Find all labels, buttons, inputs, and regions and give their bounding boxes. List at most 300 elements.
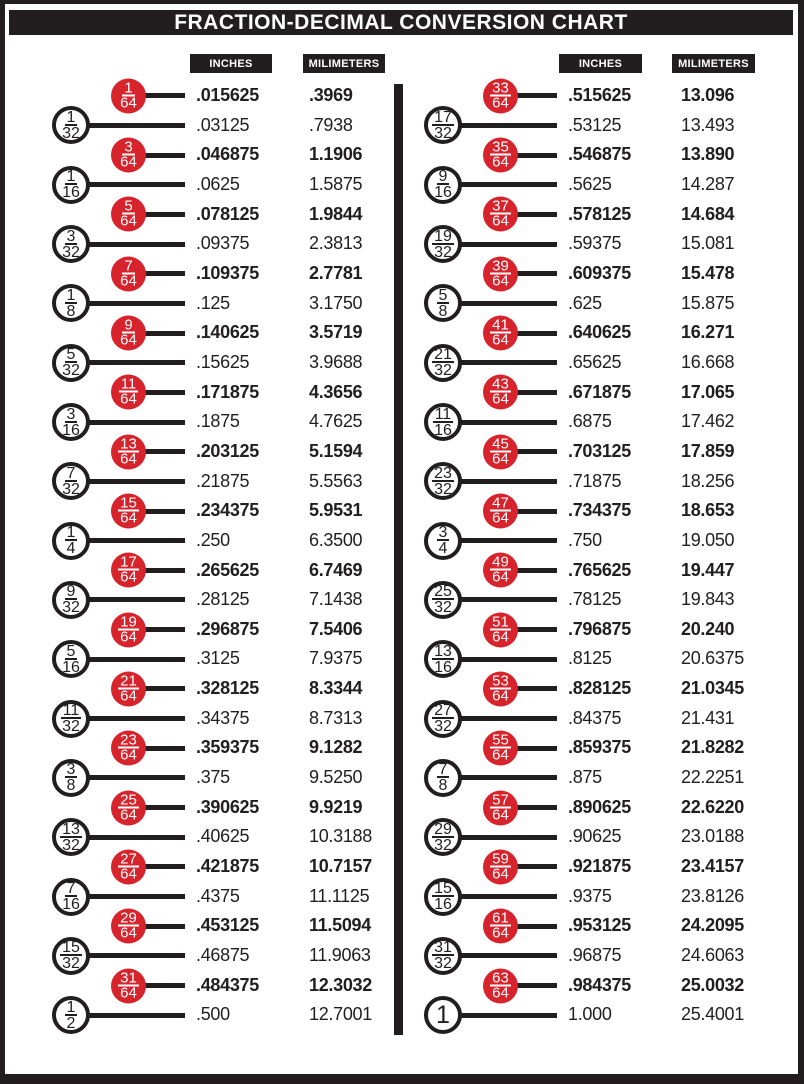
fraction-badge [424, 818, 462, 856]
mm-value: 17.065 [681, 381, 735, 402]
leader-line [458, 301, 557, 306]
conversion-row [412, 644, 762, 674]
mm-value: 11.5094 [309, 915, 371, 936]
fraction-badge-64ths [111, 138, 146, 173]
chart-title: FRACTION-DECIMAL CONVERSION CHART [9, 10, 793, 35]
fraction-denominator: 8 [66, 777, 76, 795]
fraction-denominator: 64 [120, 806, 137, 824]
fraction-numerator: 7 [438, 761, 448, 779]
fraction-numerator: 13 [434, 642, 452, 660]
fraction-numerator: 9 [438, 168, 448, 186]
fraction-numerator: 5 [438, 286, 448, 304]
conversion-row [40, 170, 390, 200]
fraction-numerator: 3 [66, 761, 76, 779]
fraction-numerator: 1 [66, 108, 76, 126]
fraction-badge [424, 225, 462, 263]
inches-value: .3125 [196, 648, 240, 669]
leader-line [86, 123, 185, 128]
leader-line [86, 301, 185, 306]
fraction-denominator: 64 [492, 628, 509, 646]
fraction-badge [52, 640, 90, 678]
mm-value: 9.5250 [309, 767, 363, 788]
mm-value: 12.3032 [309, 974, 372, 995]
fraction-badge [52, 166, 90, 204]
mm-value: 8.7313 [309, 707, 363, 728]
conversion-row [40, 259, 390, 289]
mm-value: 21.0345 [681, 678, 744, 699]
fraction-denominator: 32 [62, 718, 80, 736]
fraction-badge-64ths [483, 671, 518, 706]
inches-value: .015625 [196, 85, 259, 105]
fraction-numerator: 25 [434, 583, 452, 601]
fraction-denominator: 64 [492, 390, 509, 408]
mm-value: .7938 [309, 114, 353, 135]
mm-value: 24.6063 [681, 945, 744, 966]
mm-value: 17.462 [681, 411, 735, 432]
leader-line [143, 509, 185, 514]
mm-value: 9.1282 [309, 737, 363, 758]
fraction-denominator: 16 [434, 184, 452, 202]
conversion-row [412, 140, 762, 170]
conversion-row [412, 971, 762, 1001]
mm-value: 23.8126 [681, 885, 744, 906]
conversion-row [40, 793, 390, 823]
conversion-row [412, 437, 762, 467]
fraction-badge-64ths [111, 197, 146, 232]
mm-value: 5.9531 [309, 500, 363, 521]
mm-value: 14.287 [681, 173, 735, 194]
mm-value: 19.447 [681, 559, 735, 580]
fraction-badge [424, 462, 462, 500]
conversion-row [412, 704, 762, 734]
inches-value: .578125 [568, 203, 631, 224]
inches-value: .375 [196, 767, 230, 788]
inches-value: .421875 [196, 856, 259, 877]
fraction-badge [52, 106, 90, 144]
inches-value: .484375 [196, 974, 259, 995]
inches-value: 1.000 [568, 1004, 612, 1025]
conversion-row [40, 585, 390, 615]
mm-value: 4.3656 [309, 381, 363, 402]
fraction-denominator: 2 [66, 1014, 76, 1032]
inches-value: .34375 [196, 707, 250, 728]
fraction-badge [424, 878, 462, 916]
conversion-row [412, 375, 762, 408]
leader-line [515, 864, 557, 869]
mm-value: 7.1438 [309, 589, 363, 610]
fraction-numerator: 57 [492, 791, 509, 809]
mm-value: 15.875 [681, 292, 735, 313]
fraction-badge [424, 937, 462, 975]
mm-value: 2.7781 [309, 262, 363, 283]
fraction-numerator: 23 [434, 464, 452, 482]
leader-line [86, 597, 185, 602]
inches-value: .84375 [568, 707, 622, 728]
fraction-denominator: 64 [492, 806, 509, 824]
leader-line [515, 212, 557, 217]
conversion-row [40, 348, 390, 378]
fraction-denominator: 64 [492, 509, 509, 527]
fraction-numerator: 27 [434, 702, 452, 720]
mm-value: 21.431 [681, 707, 735, 728]
conversion-row [412, 464, 762, 498]
inches-value: .515625 [568, 85, 631, 105]
fraction-denominator: 4 [438, 540, 448, 558]
leader-line [143, 390, 185, 395]
mm-value: 24.2095 [681, 915, 744, 936]
mm-value: 7.5406 [309, 618, 363, 639]
fraction-numerator: 3 [124, 138, 133, 156]
inches-value: .328125 [196, 678, 259, 699]
mm-value: 5.5563 [309, 470, 363, 491]
inches-value: .953125 [568, 915, 631, 936]
inches-value: .40625 [196, 826, 250, 847]
fraction-badge [424, 522, 462, 560]
leader-line [143, 449, 185, 454]
conversion-row [412, 286, 762, 320]
mm-value: 13.493 [681, 114, 735, 135]
conversion-row [40, 375, 390, 408]
fraction-badge: 1 [424, 996, 462, 1034]
inches-value: .65625 [568, 351, 622, 372]
fraction-numerator: 61 [492, 909, 509, 927]
conversion-row [40, 496, 390, 526]
fraction-numerator: 23 [120, 731, 137, 749]
leader-line [86, 1013, 185, 1018]
leader-line [86, 894, 185, 899]
inches-value: .390625 [196, 796, 259, 817]
conversion-row [40, 763, 390, 793]
fraction-badge [424, 284, 462, 322]
leader-line [143, 746, 185, 751]
fraction-numerator: 1 [124, 79, 133, 97]
fraction-denominator: 32 [62, 243, 80, 261]
fraction-denominator: 32 [62, 124, 80, 142]
mm-value: 20.6375 [681, 648, 744, 669]
fraction-badge-64ths [483, 612, 518, 647]
leader-line [86, 242, 185, 247]
inches-value: .078125 [196, 203, 259, 224]
conversion-row [412, 81, 762, 111]
mm-value: 8.3344 [309, 678, 363, 699]
leader-line [458, 538, 557, 543]
conversion-row [412, 882, 762, 912]
inches-value: .250 [196, 529, 230, 550]
conversion-row [412, 674, 762, 704]
leader-line [143, 93, 185, 98]
leader-line [458, 123, 557, 128]
inches-value: .8125 [568, 648, 612, 669]
conversion-row [412, 1000, 762, 1030]
inches-value: .921875 [568, 856, 631, 877]
inches-value: .0625 [196, 173, 240, 194]
inches-value: .234375 [196, 500, 259, 521]
fraction-denominator: 64 [120, 984, 137, 1002]
fraction-numerator: 11 [120, 375, 137, 393]
inches-value: .203125 [196, 440, 259, 461]
fraction-numerator: 17 [434, 108, 452, 126]
fraction-numerator: 1 [66, 998, 76, 1016]
fraction-badge-64ths [483, 909, 518, 944]
mm-value: 6.3500 [309, 529, 363, 550]
inches-value: .546875 [568, 144, 631, 165]
inches-value: .5625 [568, 173, 612, 194]
leader-line [515, 390, 557, 395]
inches-value: .265625 [196, 559, 259, 580]
inches-value: .796875 [568, 618, 631, 639]
conversion-row [40, 197, 390, 230]
leader-line [143, 271, 185, 276]
mm-value: 15.081 [681, 233, 735, 254]
column-divider [394, 84, 403, 1035]
conversion-row [412, 911, 762, 941]
fraction-denominator: 32 [434, 955, 452, 973]
mm-value: 25.0032 [681, 974, 744, 995]
inches-value: .359375 [196, 737, 259, 758]
conversion-row [412, 526, 762, 556]
conversion-row [40, 733, 390, 763]
conversion-row [40, 971, 390, 1001]
inches-value: .500 [196, 1004, 230, 1025]
fraction-badge [424, 106, 462, 144]
leader-line [515, 924, 557, 929]
fraction-badge [52, 996, 90, 1034]
fraction-badge-64ths [111, 375, 146, 410]
fraction-denominator: 32 [434, 718, 452, 736]
fraction-badge-64ths [483, 790, 518, 825]
fraction-badge-64ths [111, 553, 146, 588]
fraction-numerator: 49 [492, 553, 509, 571]
conversion-row [40, 941, 390, 971]
fraction-denominator: 64 [492, 212, 509, 230]
leader-line [86, 538, 185, 543]
fraction-denominator: 16 [62, 896, 80, 914]
fraction-badge-64ths [483, 197, 518, 232]
inches-value: .984375 [568, 974, 631, 995]
fraction-denominator: 64 [492, 984, 509, 1002]
fraction-denominator: 8 [438, 302, 448, 320]
fraction-denominator: 64 [120, 212, 137, 230]
leader-line [143, 983, 185, 988]
fraction-numerator: 7 [66, 464, 76, 482]
inches-value: .703125 [568, 440, 631, 461]
inches-header-right: INCHES [559, 54, 642, 73]
fraction-badge [52, 403, 90, 441]
inches-value: .9375 [568, 885, 612, 906]
mm-value: 16.271 [681, 322, 735, 343]
fraction-numerator: 55 [492, 731, 509, 749]
leader-line [86, 420, 185, 425]
inches-value: .859375 [568, 737, 631, 758]
leader-line [458, 775, 557, 780]
leader-line [86, 479, 185, 484]
fraction-badge [424, 166, 462, 204]
mm-value: 3.5719 [309, 322, 363, 343]
leader-line [458, 953, 557, 958]
conversion-row [40, 911, 390, 941]
leader-line [86, 835, 185, 840]
fraction-badge [424, 700, 462, 738]
inches-value: .671875 [568, 381, 631, 402]
leader-line [458, 835, 557, 840]
fraction-badge-64ths [111, 849, 146, 884]
mm-value: 10.3188 [309, 826, 372, 847]
inches-header-left: INCHES [190, 54, 272, 73]
leader-line [458, 657, 557, 662]
inches-value: .90625 [568, 826, 622, 847]
leader-line [515, 568, 557, 573]
fraction-badge [52, 700, 90, 738]
conversion-row [40, 1000, 390, 1030]
leader-line [143, 686, 185, 691]
conversion-row [40, 822, 390, 852]
fraction-denominator: 64 [120, 509, 137, 527]
fraction-badge-64ths [111, 316, 146, 351]
fraction-badge [424, 344, 462, 382]
conversion-row [40, 852, 390, 882]
fraction-numerator: 37 [492, 197, 509, 215]
conversion-row [412, 108, 762, 142]
mm-value: 2.3813 [309, 233, 363, 254]
fraction-denominator: 32 [62, 599, 80, 617]
fraction-denominator: 64 [492, 746, 509, 764]
left-column [40, 81, 390, 1030]
leader-line [515, 153, 557, 158]
fraction-denominator: 8 [438, 777, 448, 795]
leader-line [515, 746, 557, 751]
fraction-denominator: 64 [120, 450, 137, 468]
inches-value: .765625 [568, 559, 631, 580]
fraction-denominator: 16 [434, 658, 452, 676]
mm-value: 19.050 [681, 529, 735, 550]
fraction-denominator: 64 [120, 628, 137, 646]
fraction-numerator: 1 [66, 524, 76, 542]
leader-line [143, 153, 185, 158]
fraction-badge [52, 759, 90, 797]
conversion-row [40, 615, 390, 645]
fraction-badge-64ths [111, 434, 146, 469]
inches-value: .53125 [568, 114, 622, 135]
mm-value: 3.1750 [309, 292, 363, 313]
fraction-numerator: 3 [438, 524, 448, 542]
fraction-numerator: 19 [120, 613, 137, 631]
fraction-denominator: 64 [120, 746, 137, 764]
fraction-badge-64ths [483, 731, 518, 766]
fraction-denominator: 64 [120, 153, 137, 171]
inches-value: .640625 [568, 322, 631, 343]
fraction-numerator: 31 [120, 969, 137, 987]
leader-line [86, 657, 185, 662]
inches-value: .171875 [196, 381, 259, 402]
mm-value: 23.4157 [681, 856, 744, 877]
fraction-badge [52, 581, 90, 619]
conversion-row [40, 407, 390, 437]
fraction-numerator: 13 [62, 820, 80, 838]
conversion-row [40, 644, 390, 674]
fraction-numerator: 15 [120, 494, 137, 512]
leader-line [143, 627, 185, 632]
conversion-row [40, 464, 390, 498]
inches-value: .96875 [568, 945, 622, 966]
conversion-row [412, 585, 762, 615]
fraction-numerator: 29 [120, 909, 137, 927]
mm-value: 1.1906 [309, 144, 363, 165]
conversion-row [412, 259, 762, 289]
fraction-numerator: 45 [492, 435, 509, 453]
conversion-row [40, 674, 390, 704]
fraction-numerator: 9 [124, 316, 133, 334]
fraction-numerator: 11 [434, 405, 452, 423]
conversion-row [412, 822, 762, 852]
fraction-denominator: 64 [492, 331, 509, 349]
right-column [412, 81, 762, 1030]
fraction-numerator: 51 [492, 613, 509, 631]
fraction-numerator: 1 [66, 168, 76, 186]
fraction-denominator: 32 [434, 836, 452, 854]
mm-value: 17.859 [681, 440, 735, 461]
fraction-denominator: 32 [62, 362, 80, 380]
fraction-badge-64ths [483, 375, 518, 410]
leader-line [515, 271, 557, 276]
fraction-badge-64ths [483, 849, 518, 884]
fraction-denominator: 64 [120, 865, 137, 883]
fraction-badge [52, 818, 90, 856]
fraction-numerator: 15 [62, 939, 80, 957]
fraction-denominator: 64 [492, 94, 509, 112]
mm-value: 14.684 [681, 203, 735, 224]
mm-value: 6.7469 [309, 559, 363, 580]
fraction-numerator: 17 [120, 553, 137, 571]
inches-value: .1875 [196, 411, 240, 432]
fraction-badge-64ths [111, 909, 146, 944]
conversion-row [412, 407, 762, 437]
fraction-badge [424, 581, 462, 619]
fraction-denominator: 64 [492, 450, 509, 468]
conversion-row [40, 108, 390, 142]
fraction-numerator: 3 [66, 405, 76, 423]
millimeters-header-right: MILIMETERS [672, 54, 755, 73]
fraction-denominator: 64 [120, 568, 137, 586]
mm-value: 10.7157 [309, 856, 372, 877]
inches-value: .828125 [568, 678, 631, 699]
leader-line [86, 182, 185, 187]
fraction-denominator: 32 [434, 124, 452, 142]
fraction-denominator: 64 [120, 924, 137, 942]
conversion-row [412, 553, 762, 586]
fraction-badge-64ths [111, 256, 146, 291]
fraction-numerator: 15 [434, 880, 452, 898]
fraction-numerator: 25 [120, 791, 137, 809]
fraction-numerator: 9 [66, 583, 76, 601]
mm-value: 22.6220 [681, 796, 744, 817]
inches-value: .890625 [568, 796, 631, 817]
fraction-denominator: 64 [492, 272, 509, 290]
inches-value: .21875 [196, 470, 250, 491]
fraction-badge [424, 759, 462, 797]
mm-value: 13.096 [681, 85, 735, 105]
conversion-row [40, 553, 390, 586]
leader-line [143, 568, 185, 573]
mm-value: 18.256 [681, 470, 735, 491]
fraction-numerator: 19 [434, 227, 452, 245]
fraction-badge [52, 344, 90, 382]
fraction-badge [424, 640, 462, 678]
leader-line [143, 924, 185, 929]
inches-value: .71875 [568, 470, 622, 491]
leader-line [515, 509, 557, 514]
mm-value: 3.9688 [309, 351, 363, 372]
conversion-row [412, 793, 762, 823]
